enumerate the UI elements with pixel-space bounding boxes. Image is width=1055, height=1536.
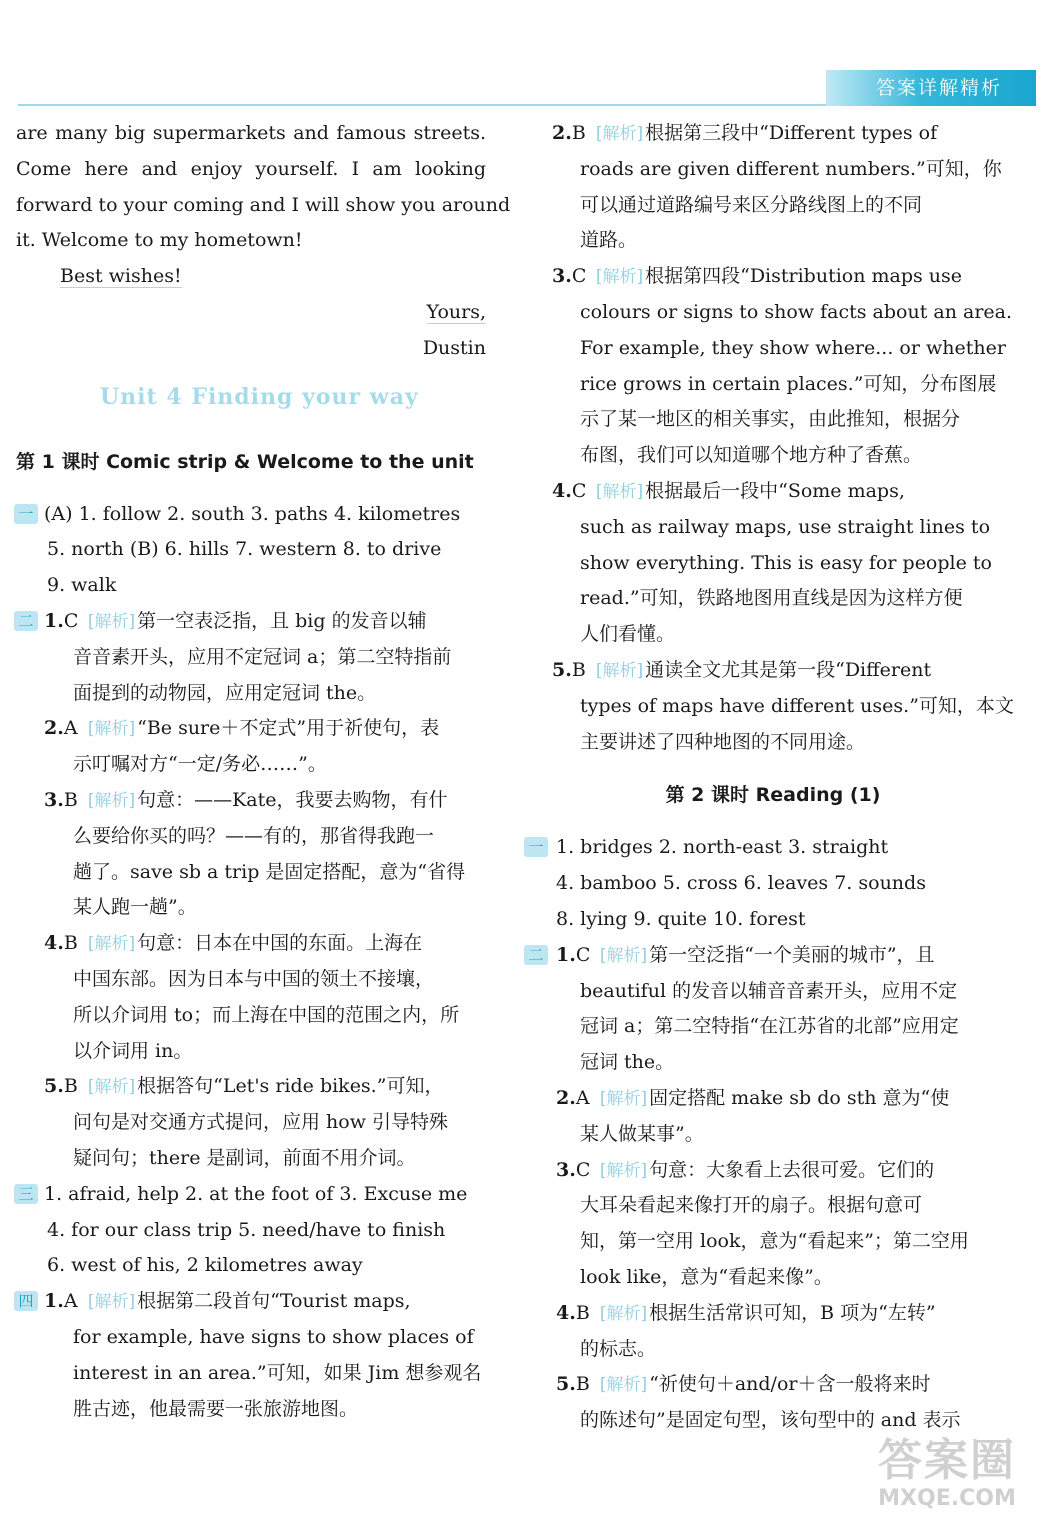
question-line: 3.C [解析] 句意：大象看上去很可爱。它们的 <box>556 1158 935 1181</box>
left-column <box>16 116 511 1427</box>
question-line: 5.B [解析] 根据答句“Let's ride bikes.”可知， <box>44 1075 444 1098</box>
explanation-line: such as railway maps, use straight lines to <box>580 515 991 538</box>
explanation-line: roads are given different numbers.”可知，你 <box>580 157 1002 180</box>
explanation-line: 音音素开头，应用不定冠词 a；第二空特指前 <box>73 645 452 668</box>
explanation-line: 知，第一空用 look，意为“看起来”；第二空用 <box>580 1230 969 1253</box>
letter-signature: Dustin <box>422 336 486 359</box>
explanation-line: 道路。 <box>580 229 638 252</box>
answer-line: 一 (A) 1. follow 2. south 3. paths 4. kilometres <box>16 497 486 533</box>
question-line: 3.C [解析] 根据第四段“Distribution maps use <box>552 265 963 288</box>
explanation-line: show everything. This is easy for people to <box>580 551 992 574</box>
explanation-line: 布图，我们可以知道哪个地方种了香蕉。 <box>580 444 923 467</box>
lesson-title: 第 1 课时 Comic strip & Welcome to the unit <box>16 450 474 473</box>
explanation-line: 冠词 a；第二空特指“在江苏省的北部”应用定 <box>580 1015 959 1038</box>
explanation-line: 的陈述句”是固定句型，该句型中的 and 表示 <box>580 1409 961 1432</box>
letter-yours: Yours, <box>426 300 486 323</box>
explanation-line: beautiful 的发音以辅音音素开头，应用不定 <box>580 979 958 1002</box>
explanation-line: 冠词 the。 <box>580 1051 675 1074</box>
letter-line: Come here and enjoy yourself. I am looking <box>16 157 486 180</box>
question-line: 4.B [解析] 根据生活常识可知，B 项为“左转” <box>556 1301 936 1324</box>
answer-line: 5. north (B) 6. hills 7. western 8. to drive <box>47 538 442 561</box>
explanation-line: 趟了。save sb a trip 是固定搭配，意为“省得 <box>73 860 466 883</box>
answer-line: 4. bamboo 5. cross 6. leaves 7. sounds <box>556 872 926 895</box>
watermark-url: MXQE.COM <box>878 1486 1016 1511</box>
explanation-line: 某人做某事”。 <box>580 1122 704 1145</box>
explanation-line: 疑问句；there 是副词，前面不用介词。 <box>73 1146 416 1169</box>
section-badge: 一 <box>524 837 548 857</box>
explanation-line: 可以通过道路编号来区分路线图上的不同 <box>580 193 923 216</box>
right-column <box>528 116 1014 1439</box>
explanation-line: read.”可知，铁路地图用直线是因为这样方便 <box>580 587 963 610</box>
question-line: 2.B [解析] 根据第三段中“Different types of <box>552 122 938 144</box>
explanation-line: colours or signs to show facts about an area. <box>580 300 1013 323</box>
explanation-line: types of maps have different uses.”可知，本文 <box>580 694 1014 717</box>
question-line: 二 1.C [解析] 第一空表泛指，且 big 的发音以辅 <box>16 604 486 640</box>
watermark-text: 答案圈 <box>878 1435 1016 1486</box>
question-line: 5.B [解析] 通读全文尤其是第一段“Different <box>552 658 932 681</box>
answer-line: 一 1. bridges 2. north-east 3. straight <box>552 830 994 866</box>
section-badge: 二 <box>524 945 548 965</box>
letter-line: are many big supermarkets and famous streets. <box>16 122 486 144</box>
unit-title: Unit 4 Finding your way <box>100 383 419 410</box>
lesson-title: 第 2 课时 Reading (1) <box>665 784 881 807</box>
question-line: 2.A [解析] “Be sure＋不定式”用于祈使句，表 <box>44 717 440 740</box>
explanation-line: 胜古迹，他最需要一张旅游地图。 <box>73 1397 359 1420</box>
explanation-line: For example, they show where... or whether <box>580 336 1006 359</box>
letter-line: forward to your coming and I will show you around <box>16 193 511 216</box>
explanation-line: for example, have signs to show places of <box>73 1325 474 1348</box>
question-line: 5.B [解析] “祈使句＋and/or＋含一般将来时 <box>556 1373 931 1396</box>
section-badge: 一 <box>14 504 38 524</box>
watermark-logo <box>867 1436 1027 1526</box>
question-line: 4.B [解析] 句意：日本在中国的东面。上海在 <box>44 932 423 955</box>
section-badge: 四 <box>14 1291 38 1311</box>
explanation-line: 中国东部。因为日本与中国的领土不接壤， <box>73 967 435 990</box>
letter-closing: Best wishes! <box>60 265 182 288</box>
explanation-line: 面提到的动物园，应用定冠词 the。 <box>73 681 377 704</box>
answer-line: 8. lying 9. quite 10. forest <box>556 907 806 930</box>
answer-line: 三 1. afraid, help 2. at the foot of 3. Excuse me <box>16 1177 486 1213</box>
explanation-line: 示叮嘱对方“一定/务必……”。 <box>73 753 327 776</box>
question-line: 4.C [解析] 根据最后一段中“Some maps, <box>552 479 905 502</box>
question-line: 四 1.A [解析] 根据第二段首句“Tourist maps, <box>16 1284 486 1320</box>
explanation-line: 人们看懂。 <box>580 623 676 646</box>
explanation-line: 大耳朵看起来像打开的扇子。根据句意可 <box>580 1194 923 1217</box>
question-line: 3.B [解析] 句意：——Kate，我要去购物，有什 <box>44 788 448 811</box>
explanation-line: look like，意为“看起来像”。 <box>580 1265 833 1288</box>
answer-line: 9. walk <box>47 574 117 597</box>
letter-line: it. Welcome to my hometown! <box>16 229 303 252</box>
explanation-line: 的标志。 <box>580 1337 657 1360</box>
explanation-line: 主要讲述了四种地图的不同用途。 <box>580 730 866 753</box>
explanation-line: 所以介词用 to；而上海在中国的范围之内，所 <box>73 1003 460 1026</box>
explanation-line: 么要给你买的吗？——有的，那省得我跑一 <box>73 824 435 847</box>
explanation-line: 示了某一地区的相关事实，由此推知，根据分 <box>580 408 961 431</box>
explanation-line: 问句是对交通方式提问，应用 how 引导特殊 <box>73 1111 449 1134</box>
explanation-line: 某人跑一趟”。 <box>73 896 197 919</box>
explanation-line: interest in an area.”可知，如果 Jim 想参观名 <box>73 1361 482 1384</box>
header-tab: 答案详解精析 <box>826 70 1036 106</box>
answer-line: 6. west of his, 2 kilometres away <box>47 1254 363 1277</box>
tag-label: [解析] <box>87 611 136 632</box>
answer-line: 4. for our class trip 5. need/have to finish <box>47 1218 446 1241</box>
section-badge: 二 <box>14 611 38 631</box>
section-badge: 三 <box>14 1184 38 1204</box>
explanation-line: 以介词用 in。 <box>73 1039 193 1062</box>
explanation-line: rice grows in certain places.”可知，分布图展 <box>580 372 997 395</box>
question-line: 二 1.C [解析] 第一空泛指“一个美丽的城市”，且 <box>552 938 994 974</box>
question-line: 2.A [解析] 固定搭配 make sb do sth 意为“使 <box>556 1086 950 1109</box>
